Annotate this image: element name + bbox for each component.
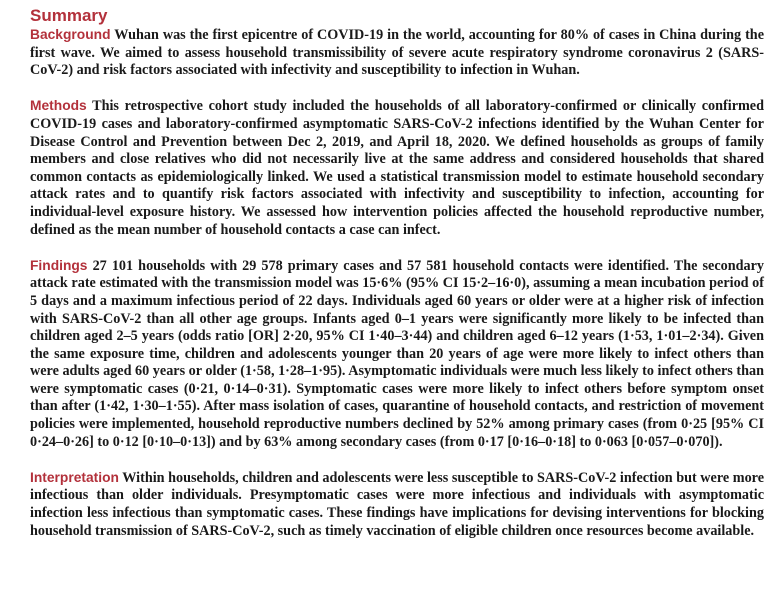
abstract-title: Summary: [30, 6, 108, 25]
section-heading-findings: Findings: [30, 257, 88, 273]
section-heading-interpretation: Interpretation: [30, 469, 119, 485]
section-body-background: Wuhan was the first epicentre of COVID-19 in the world, accounting for 80% of cases in China during the first wave. We aimed to assess household transmissibility of severe acute respiratory syndrome coronavirus 2 (SARS-CoV-2) and risk factors associated with infectivity and susceptibility to infection in Wuhan.: [30, 27, 764, 79]
section-methods: [30, 97, 764, 239]
section-body-findings: 27 101 households with 29 578 primary cases and 57 581 household contacts were identified. The secondary attack rate estimated with the transmission model was 15·6% (95% CI 15·2–16·0), assuming a mean incubation period of 5 days and a maximum infectious period of 22 days. Individuals aged 60 years or older were at a higher risk of infection with SARS-CoV-2 than all other age groups. Infants aged 0–1 years were significantly more likely to be infected than children aged 2–5 years (odds ratio [OR] 2·20, 95% CI 1·40–3·44) and children aged 6–12 years (1·53, 1·01–2·34). Given the same exposure time, children and adolescents younger than 20 years of age were more likely to infect others than were adults aged 60 years or older (1·58, 1·28–1·95). Asymptomatic individuals were much less likely to infect others than were symptomatic cases (0·21, 0·14–0·31). Symptomatic cases were more likely to infect others before symptom onset than after (1·42, 1·30–1·55). After mass isolation of cases, quarantine of household contacts, and restriction of movement policies were implemented, household reproductive numbers declined by 52% among primary cases (from 0·25 [95% CI 0·24–0·26] to 0·12 [0·10–0·13]) and by 63% among secondary cases (from 0·17 [0·16–0·18] to 0·063 [0·057–0·070]).: [30, 257, 765, 450]
section-body-methods: This retrospective cohort study included the households of all laboratory-confirmed or clinically confirmed COVID-19 cases and laboratory-confirmed asymptomatic SARS-CoV-2 infections identified by the Wuhan Center for Disease Control and Prevention between Dec 2, 2019, and April 18, 2020. We defined households as groups of family members and close relatives who did not necessarily live at the same address and considered households that shared common contacts as epidemiologically linked. We used a statistical transmission model to estimate household secondary attack rates and to quantify risk factors associated with infectivity and susceptibility to infection, accounting for individual-level exposure history. We assessed how intervention policies affected the household reproductive number, defined as the mean number of household contacts a case can infect.: [30, 98, 764, 238]
section-background: [30, 26, 764, 80]
abstract: [30, 6, 764, 558]
section-interpretation: [30, 469, 764, 540]
section-body-interpretation: Within households, children and adolescents were less susceptible to SARS-CoV-2 infection but were more infectious than older individuals. Presymptomatic cases were more infectious and individuals with asymptomatic infection less infectious than symptomatic cases. These findings have implications for devising interventions for blocking household transmission of SARS-CoV-2, such as timely vaccination of eligible children once resources become available.: [30, 469, 764, 539]
section-heading-methods: Methods: [30, 98, 87, 114]
section-findings: [30, 257, 764, 452]
section-heading-background: Background: [30, 27, 111, 42]
